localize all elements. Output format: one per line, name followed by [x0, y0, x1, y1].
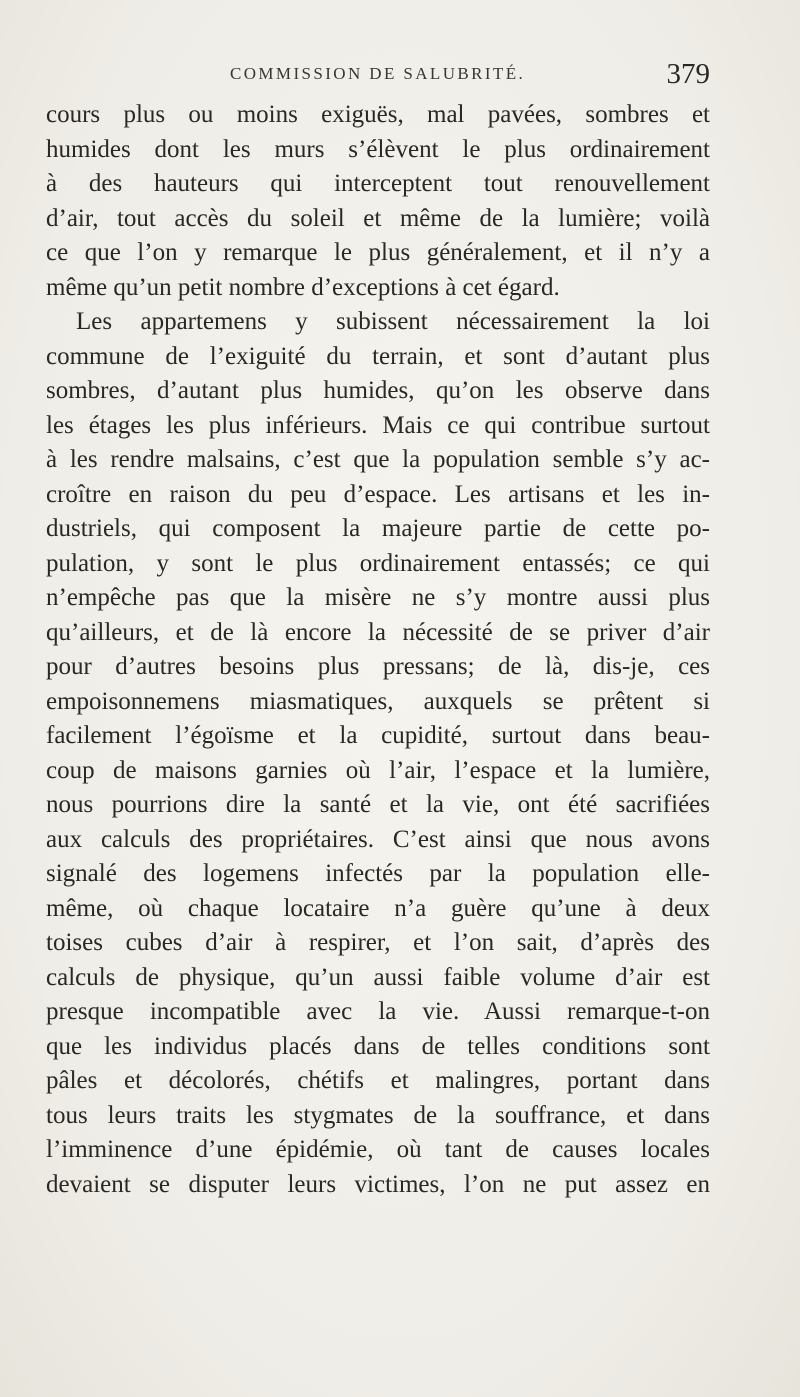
text-line: dustriels, qui composent la majeure partie de cette po- — [46, 515, 710, 542]
text-line: coup de maisons garnies où l’air, l’espace et la lumière, — [46, 756, 710, 784]
text-line: pour d’autres besoins plus pressans; de là, dis-je, ces — [46, 653, 710, 680]
text-line: toises cubes d’air à respirer, et l’on sait, d’après des — [46, 929, 710, 956]
body-text — [46, 98, 710, 1202]
text-line: devaient se disputer leurs victimes, l’on ne put assez en — [46, 1170, 710, 1198]
text-line: cours plus ou moins exiguës, mal pavées, sombres et — [46, 101, 710, 128]
text-line: humides dont les murs s’élèvent le plus ordinairement — [46, 135, 710, 163]
text-line: n’empêche pas que la misère ne s’y montre aussi plus — [46, 584, 710, 611]
page-header — [46, 58, 710, 98]
text-line: facilement l’égoïsme et la cupidité, surtout dans beau- — [46, 722, 710, 749]
text-line: empoisonnemens miasmatiques, auxquels se prêtent si — [46, 687, 710, 715]
text-line: que les individus placés dans de telles conditions sont — [46, 1032, 710, 1060]
text-line: presque incompatible avec la vie. Aussi remarque-t-on — [46, 998, 710, 1025]
text-line: les étages les plus inférieurs. Mais ce qui contribue surtout — [46, 411, 710, 439]
text-line: même qu’un petit nombre d’exceptions à cet égard. — [46, 273, 560, 301]
text-line: commune de l’exiguité du terrain, et sont d’autant plus — [46, 342, 710, 370]
text-line: sombres, d’autant plus humides, qu’on les observe dans — [46, 377, 710, 404]
text-line: ce que l’on y remarque le plus généralement, et il n’y a — [46, 239, 710, 266]
text-line: à des hauteurs qui interceptent tout renouvellement — [46, 170, 710, 197]
page-number: 379 — [666, 58, 710, 90]
text-line: calculs de physique, qu’un aussi faible volume d’air est — [46, 963, 710, 991]
text-line: nous pourrions dire la santé et la vie, ont été sacrifiées — [46, 791, 710, 818]
text-line: qu’ailleurs, et de là encore la nécessité de se priver d’air — [46, 618, 710, 646]
text-line: aux calculs des propriétaires. C’est ainsi que nous avons — [46, 825, 710, 853]
text-line: pâles et décolorés, chétifs et malingres, portant dans — [46, 1067, 710, 1094]
text-line: l’imminence d’une épidémie, où tant de causes locales — [46, 1136, 710, 1163]
text-line: signalé des logemens infectés par la population elle- — [46, 860, 710, 887]
text-line: même, où chaque locataire n’a guère qu’une à deux — [46, 894, 710, 922]
paragraph-first-line: Les appartemens y subissent nécessairement la loi — [76, 308, 710, 335]
text-line: croître en raison du peu d’espace. Les artisans et les in- — [46, 480, 710, 508]
text-line: à les rendre malsains, c’est que la population semble s’y ac- — [46, 446, 710, 473]
text-line: d’air, tout accès du soleil et même de la lumière; voilà — [46, 204, 710, 232]
running-head: COMMISSION DE SALUBRITÉ. — [230, 64, 526, 83]
text-line: pulation, y sont le plus ordinairement entassés; ce qui — [46, 549, 710, 577]
text-line: tous leurs traits les stygmates de la souffrance, et dans — [46, 1101, 710, 1129]
